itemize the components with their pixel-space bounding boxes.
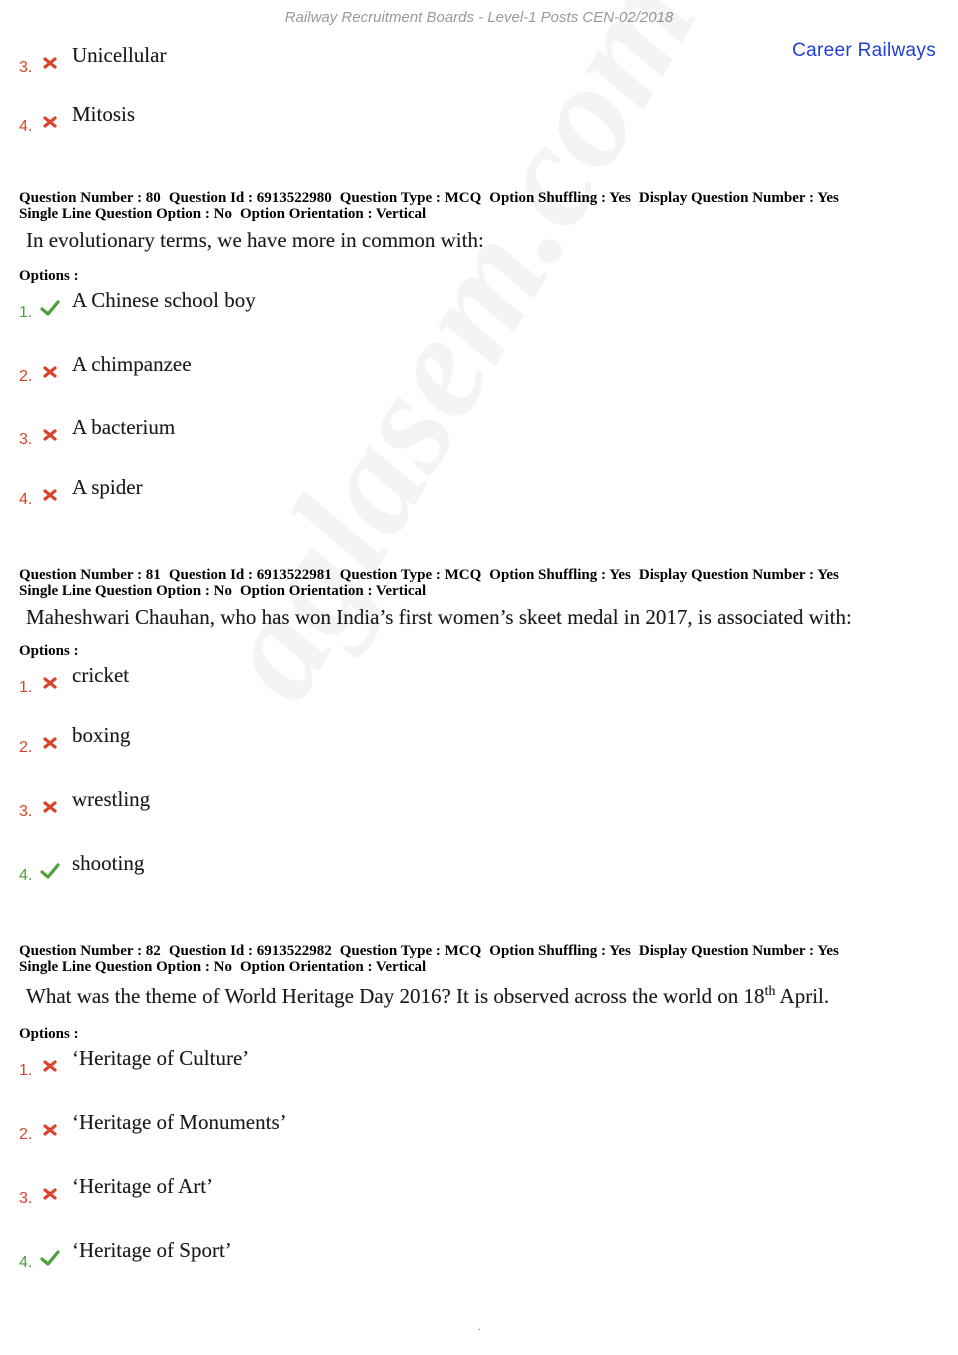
option-text: boxing bbox=[72, 723, 131, 747]
option-item bbox=[19, 475, 919, 515]
option-item bbox=[19, 1174, 919, 1214]
cross-icon bbox=[40, 112, 60, 132]
option-number: 2. bbox=[19, 1126, 33, 1143]
cross-icon bbox=[40, 1056, 60, 1076]
option-text: shooting bbox=[72, 851, 145, 875]
option-number: 1. bbox=[19, 679, 33, 696]
option-number: 3. bbox=[19, 431, 33, 448]
cross-icon bbox=[40, 673, 60, 693]
option-number: 4. bbox=[19, 867, 33, 884]
option-item bbox=[19, 288, 919, 328]
options-label: Options : bbox=[19, 268, 79, 284]
option-text: ‘Heritage of Art’ bbox=[72, 1174, 214, 1198]
option-item bbox=[19, 851, 919, 891]
options-label: Options : bbox=[19, 643, 79, 659]
option-text: ‘Heritage of Sport’ bbox=[72, 1238, 232, 1262]
option-item bbox=[19, 1238, 919, 1278]
option-item bbox=[19, 723, 919, 763]
option-text: ‘Heritage of Culture’ bbox=[72, 1046, 250, 1070]
option-item bbox=[19, 663, 919, 703]
question-text: Maheshwari Chauhan, who has won India’s first women’s skeet medal in 2017, is associated with: bbox=[26, 605, 852, 629]
cross-icon bbox=[40, 797, 60, 817]
page-footer-mark: . bbox=[478, 1322, 481, 1333]
question-text: What was the theme of World Heritage Day 2016? It is observed across the world on 18th April. bbox=[26, 984, 830, 1008]
option-item bbox=[19, 43, 919, 83]
cross-icon bbox=[40, 733, 60, 753]
question-meta: Question Number : 81 Question Id : 6913522981 Question Type : MCQ Option Shuffling : Yes Display Question Number : Yes Single Line Question Option : No Option Orientation : Vertical bbox=[19, 567, 839, 599]
page-header-title: Railway Recruitment Boards - Level-1 Posts CEN-02/2018 bbox=[284, 9, 674, 26]
option-number: 1. bbox=[19, 1062, 33, 1079]
question-meta: Question Number : 80 Question Id : 6913522980 Question Type : MCQ Option Shuffling : Yes Display Question Number : Yes Single Line Question Option : No Option Orientation : Vertical bbox=[19, 190, 839, 222]
option-text: Mitosis bbox=[72, 102, 136, 126]
cross-icon bbox=[40, 425, 60, 445]
option-item bbox=[19, 352, 919, 392]
option-item bbox=[19, 787, 919, 827]
option-item bbox=[19, 1046, 919, 1086]
option-item bbox=[19, 1110, 919, 1150]
cross-icon bbox=[40, 485, 60, 505]
option-text: A chimpanzee bbox=[72, 352, 192, 376]
option-text: A Chinese school boy bbox=[72, 288, 256, 312]
option-number: 4. bbox=[19, 1254, 33, 1271]
option-text: cricket bbox=[72, 663, 130, 687]
option-number: 2. bbox=[19, 739, 33, 756]
checkmark-icon bbox=[40, 1248, 60, 1268]
option-text: A spider bbox=[72, 475, 143, 499]
option-number: 3. bbox=[19, 803, 33, 820]
option-text: ‘Heritage of Monuments’ bbox=[72, 1110, 287, 1134]
option-number: 3. bbox=[19, 59, 33, 76]
option-item bbox=[19, 102, 919, 142]
option-text: Unicellular bbox=[72, 43, 167, 67]
option-number: 4. bbox=[19, 118, 33, 135]
option-text: wrestling bbox=[72, 787, 151, 811]
checkmark-icon bbox=[40, 861, 60, 881]
option-item bbox=[19, 415, 919, 455]
cross-icon bbox=[40, 1184, 60, 1204]
cross-icon bbox=[40, 362, 60, 382]
option-number: 2. bbox=[19, 368, 33, 385]
option-text: A bacterium bbox=[72, 415, 176, 439]
option-number: 4. bbox=[19, 491, 33, 508]
question-text: In evolutionary terms, we have more in common with: bbox=[26, 228, 484, 252]
option-number: 1. bbox=[19, 304, 33, 321]
checkmark-icon bbox=[40, 298, 60, 318]
cross-icon bbox=[40, 1120, 60, 1140]
brand-label: Career Railways bbox=[792, 40, 936, 61]
options-label: Options : bbox=[19, 1026, 79, 1042]
option-number: 3. bbox=[19, 1190, 33, 1207]
question-meta: Question Number : 82 Question Id : 6913522982 Question Type : MCQ Option Shuffling : Yes Display Question Number : Yes Single Line Question Option : No Option Orientation : Vertical bbox=[19, 943, 839, 975]
cross-icon bbox=[40, 53, 60, 73]
